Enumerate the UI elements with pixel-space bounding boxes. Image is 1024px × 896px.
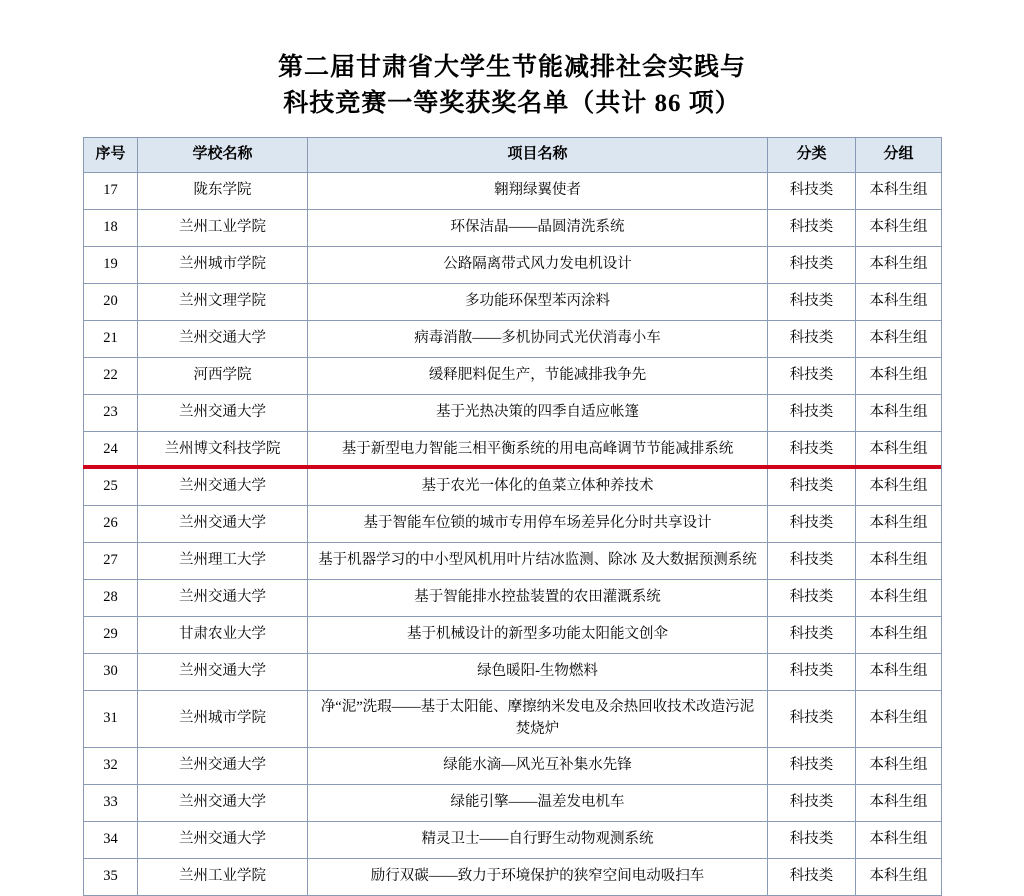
cell-group: 本科生组 — [856, 320, 942, 357]
cell-school: 兰州交通大学 — [138, 784, 308, 821]
cell-project: 病毒消散——多机协同式光伏消毒小车 — [308, 320, 768, 357]
cell-category: 科技类 — [768, 283, 856, 320]
cell-school: 兰州交通大学 — [138, 505, 308, 542]
cell-school: 兰州交通大学 — [138, 747, 308, 784]
cell-index: 18 — [84, 209, 138, 246]
cell-group: 本科生组 — [856, 246, 942, 283]
cell-project: 精灵卫士——自行野生动物观测系统 — [308, 821, 768, 858]
cell-project: 缓释肥料促生产，节能减排我争先 — [308, 357, 768, 394]
table-row — [84, 468, 942, 505]
cell-category: 科技类 — [768, 505, 856, 542]
cell-index: 28 — [84, 579, 138, 616]
cell-group: 本科生组 — [856, 858, 942, 895]
cell-group: 本科生组 — [856, 468, 942, 505]
cell-school: 兰州交通大学 — [138, 468, 308, 505]
cell-school: 兰州理工大学 — [138, 542, 308, 579]
cell-project: 基于智能排水控盐装置的农田灌溉系统 — [308, 579, 768, 616]
cell-index: 25 — [84, 468, 138, 505]
cell-project: 基于光热决策的四季自适应帐篷 — [308, 394, 768, 431]
table-header-row — [84, 137, 942, 172]
cell-project: 绿能引擎——温差发电机车 — [308, 784, 768, 821]
cell-project: 绿色暖阳-生物燃料 — [308, 653, 768, 690]
column-header-group: 分组 — [856, 137, 942, 172]
cell-category: 科技类 — [768, 858, 856, 895]
cell-group: 本科生组 — [856, 431, 942, 468]
cell-project: 励行双碳——致力于环境保护的狭窄空间电动吸扫车 — [308, 858, 768, 895]
cell-category: 科技类 — [768, 246, 856, 283]
cell-index: 34 — [84, 821, 138, 858]
table-row — [84, 394, 942, 431]
cell-group: 本科生组 — [856, 579, 942, 616]
cell-school: 兰州交通大学 — [138, 821, 308, 858]
table-header — [84, 137, 942, 172]
table-row — [84, 653, 942, 690]
cell-category: 科技类 — [768, 821, 856, 858]
table-row — [84, 357, 942, 394]
table-row — [84, 505, 942, 542]
cell-index: 27 — [84, 542, 138, 579]
cell-group: 本科生组 — [856, 357, 942, 394]
cell-index: 17 — [84, 172, 138, 209]
cell-category: 科技类 — [768, 431, 856, 468]
column-header-category: 分类 — [768, 137, 856, 172]
table-row — [84, 246, 942, 283]
cell-project — [308, 690, 768, 747]
cell-category: 科技类 — [768, 784, 856, 821]
cell-index: 35 — [84, 858, 138, 895]
cell-group: 本科生组 — [856, 542, 942, 579]
cell-school: 兰州交通大学 — [138, 579, 308, 616]
cell-school: 兰州工业学院 — [138, 858, 308, 895]
table-row — [84, 858, 942, 895]
cell-school: 兰州交通大学 — [138, 320, 308, 357]
cell-index: 32 — [84, 747, 138, 784]
cell-index: 33 — [84, 784, 138, 821]
page-title-line1: 第二届甘肃省大学生节能减排社会实践与 — [277, 54, 746, 81]
cell-project: 基于机器学习的中小型风机用叶片结冰监测、除冰 及大数据预测系统 — [308, 542, 768, 579]
cell-index: 31 — [84, 690, 138, 747]
cell-index: 21 — [84, 320, 138, 357]
cell-index: 23 — [84, 394, 138, 431]
table-row — [84, 320, 942, 357]
table-row — [84, 821, 942, 858]
cell-category: 科技类 — [768, 209, 856, 246]
cell-index: 26 — [84, 505, 138, 542]
cell-project-line2: 焚烧炉 — [515, 720, 560, 737]
cell-category: 科技类 — [768, 468, 856, 505]
table-row — [84, 283, 942, 320]
cell-group: 本科生组 — [856, 784, 942, 821]
table-row — [84, 784, 942, 821]
cell-school: 兰州城市学院 — [138, 690, 308, 747]
table-row — [84, 209, 942, 246]
cell-school: 甘肃农业大学 — [138, 616, 308, 653]
table-row — [84, 579, 942, 616]
cell-index: 22 — [84, 357, 138, 394]
cell-project: 基于农光一体化的鱼菜立体种养技术 — [308, 468, 768, 505]
cell-project-line1: 净“泥”洗瑕——基于太阳能、摩擦纳米发电及余热回收技术改造污泥 — [320, 699, 755, 716]
cell-index: 24 — [84, 431, 138, 468]
cell-group: 本科生组 — [856, 690, 942, 747]
cell-project: 绿能水滴—风光互补集水先锋 — [308, 747, 768, 784]
cell-school: 河西学院 — [138, 357, 308, 394]
cell-category: 科技类 — [768, 320, 856, 357]
cell-category: 科技类 — [768, 690, 856, 747]
cell-category: 科技类 — [768, 616, 856, 653]
cell-group: 本科生组 — [856, 616, 942, 653]
cell-group: 本科生组 — [856, 653, 942, 690]
cell-school: 兰州博文科技学院 — [138, 431, 308, 468]
table-row — [84, 747, 942, 784]
cell-category: 科技类 — [768, 747, 856, 784]
cell-school: 兰州交通大学 — [138, 394, 308, 431]
cell-index: 30 — [84, 653, 138, 690]
cell-group: 本科生组 — [856, 209, 942, 246]
cell-project: 多功能环保型苯丙涂料 — [308, 283, 768, 320]
table-row-highlighted — [84, 431, 942, 468]
cell-school: 兰州交通大学 — [138, 653, 308, 690]
cell-category: 科技类 — [768, 394, 856, 431]
cell-group: 本科生组 — [856, 172, 942, 209]
cell-project: 基于机械设计的新型多功能太阳能文创伞 — [308, 616, 768, 653]
cell-category: 科技类 — [768, 357, 856, 394]
award-table-wrapper — [83, 137, 941, 896]
cell-category: 科技类 — [768, 579, 856, 616]
table-row — [84, 690, 942, 747]
cell-index: 20 — [84, 283, 138, 320]
cell-project: 翱翔绿翼使者 — [308, 172, 768, 209]
cell-school: 兰州城市学院 — [138, 246, 308, 283]
cell-school: 陇东学院 — [138, 172, 308, 209]
cell-project: 公路隔离带式风力发电机设计 — [308, 246, 768, 283]
column-header-project: 项目名称 — [308, 137, 768, 172]
cell-group: 本科生组 — [856, 283, 942, 320]
cell-project: 环保洁晶——晶圆清洗系统 — [308, 209, 768, 246]
cell-group: 本科生组 — [856, 821, 942, 858]
table-row — [84, 542, 942, 579]
page-title-line2: 科技竞赛一等奖获奖名单（共计 86 项） — [283, 90, 741, 118]
cell-category: 科技类 — [768, 172, 856, 209]
cell-school: 兰州文理学院 — [138, 283, 308, 320]
cell-school: 兰州工业学院 — [138, 209, 308, 246]
cell-group: 本科生组 — [856, 505, 942, 542]
cell-project: 基于新型电力智能三相平衡系统的用电高峰调节节能减排系统 — [308, 431, 768, 468]
column-header-index: 序号 — [84, 137, 138, 172]
cell-group: 本科生组 — [856, 747, 942, 784]
table-row — [84, 616, 942, 653]
column-header-school: 学校名称 — [138, 137, 308, 172]
cell-project: 基于智能车位锁的城市专用停车场差异化分时共享设计 — [308, 505, 768, 542]
cell-index: 19 — [84, 246, 138, 283]
cell-index: 29 — [84, 616, 138, 653]
award-table — [83, 137, 942, 896]
cell-group: 本科生组 — [856, 394, 942, 431]
cell-category: 科技类 — [768, 542, 856, 579]
cell-category: 科技类 — [768, 653, 856, 690]
table-body — [84, 172, 942, 895]
page-title — [132, 0, 892, 123]
table-row — [84, 172, 942, 209]
